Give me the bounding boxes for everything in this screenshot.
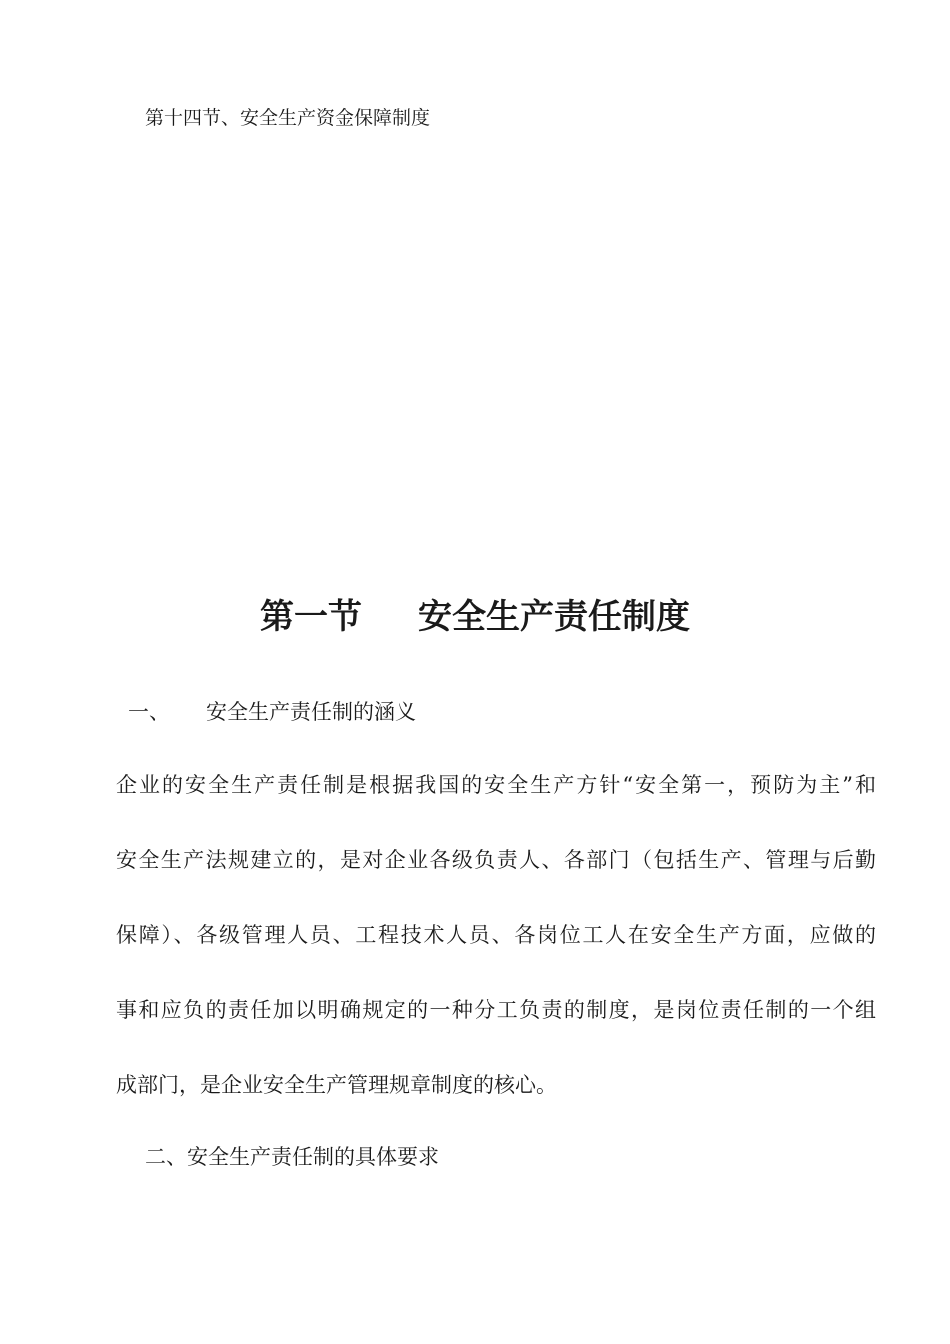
toc-entry: 第十四节、安全生产资金保障制度 xyxy=(145,107,431,129)
subsection-1-number: 一、 xyxy=(128,700,170,724)
section-title-text: 安全生产责任制度 xyxy=(418,597,690,637)
subsection-heading-1 xyxy=(128,696,416,728)
subsection-heading-2: 二、安全生产责任制的具体要求 xyxy=(145,1145,439,1169)
paragraph-line: 企业的安全生产责任制是根据我国的安全生产方针“安全第一，预防为主”和 xyxy=(116,773,876,797)
subsection-1-title: 安全生产责任制的涵义 xyxy=(206,700,416,724)
section-title xyxy=(0,592,950,642)
paragraph-line: 事和应负的责任加以明确规定的一种分工负责的制度，是岗位责任制的一个组 xyxy=(116,998,876,1022)
paragraph-line: 安全生产法规建立的，是对企业各级负责人、各部门（包括生产、管理与后勤 xyxy=(116,848,876,872)
paragraph-line: 成部门，是企业安全生产管理规章制度的核心。 xyxy=(116,1073,557,1097)
paragraph-line: 保障）、各级管理人员、工程技术人员、各岗位工人在安全生产方面，应做的 xyxy=(116,923,876,947)
section-number: 第一节 xyxy=(260,597,362,637)
